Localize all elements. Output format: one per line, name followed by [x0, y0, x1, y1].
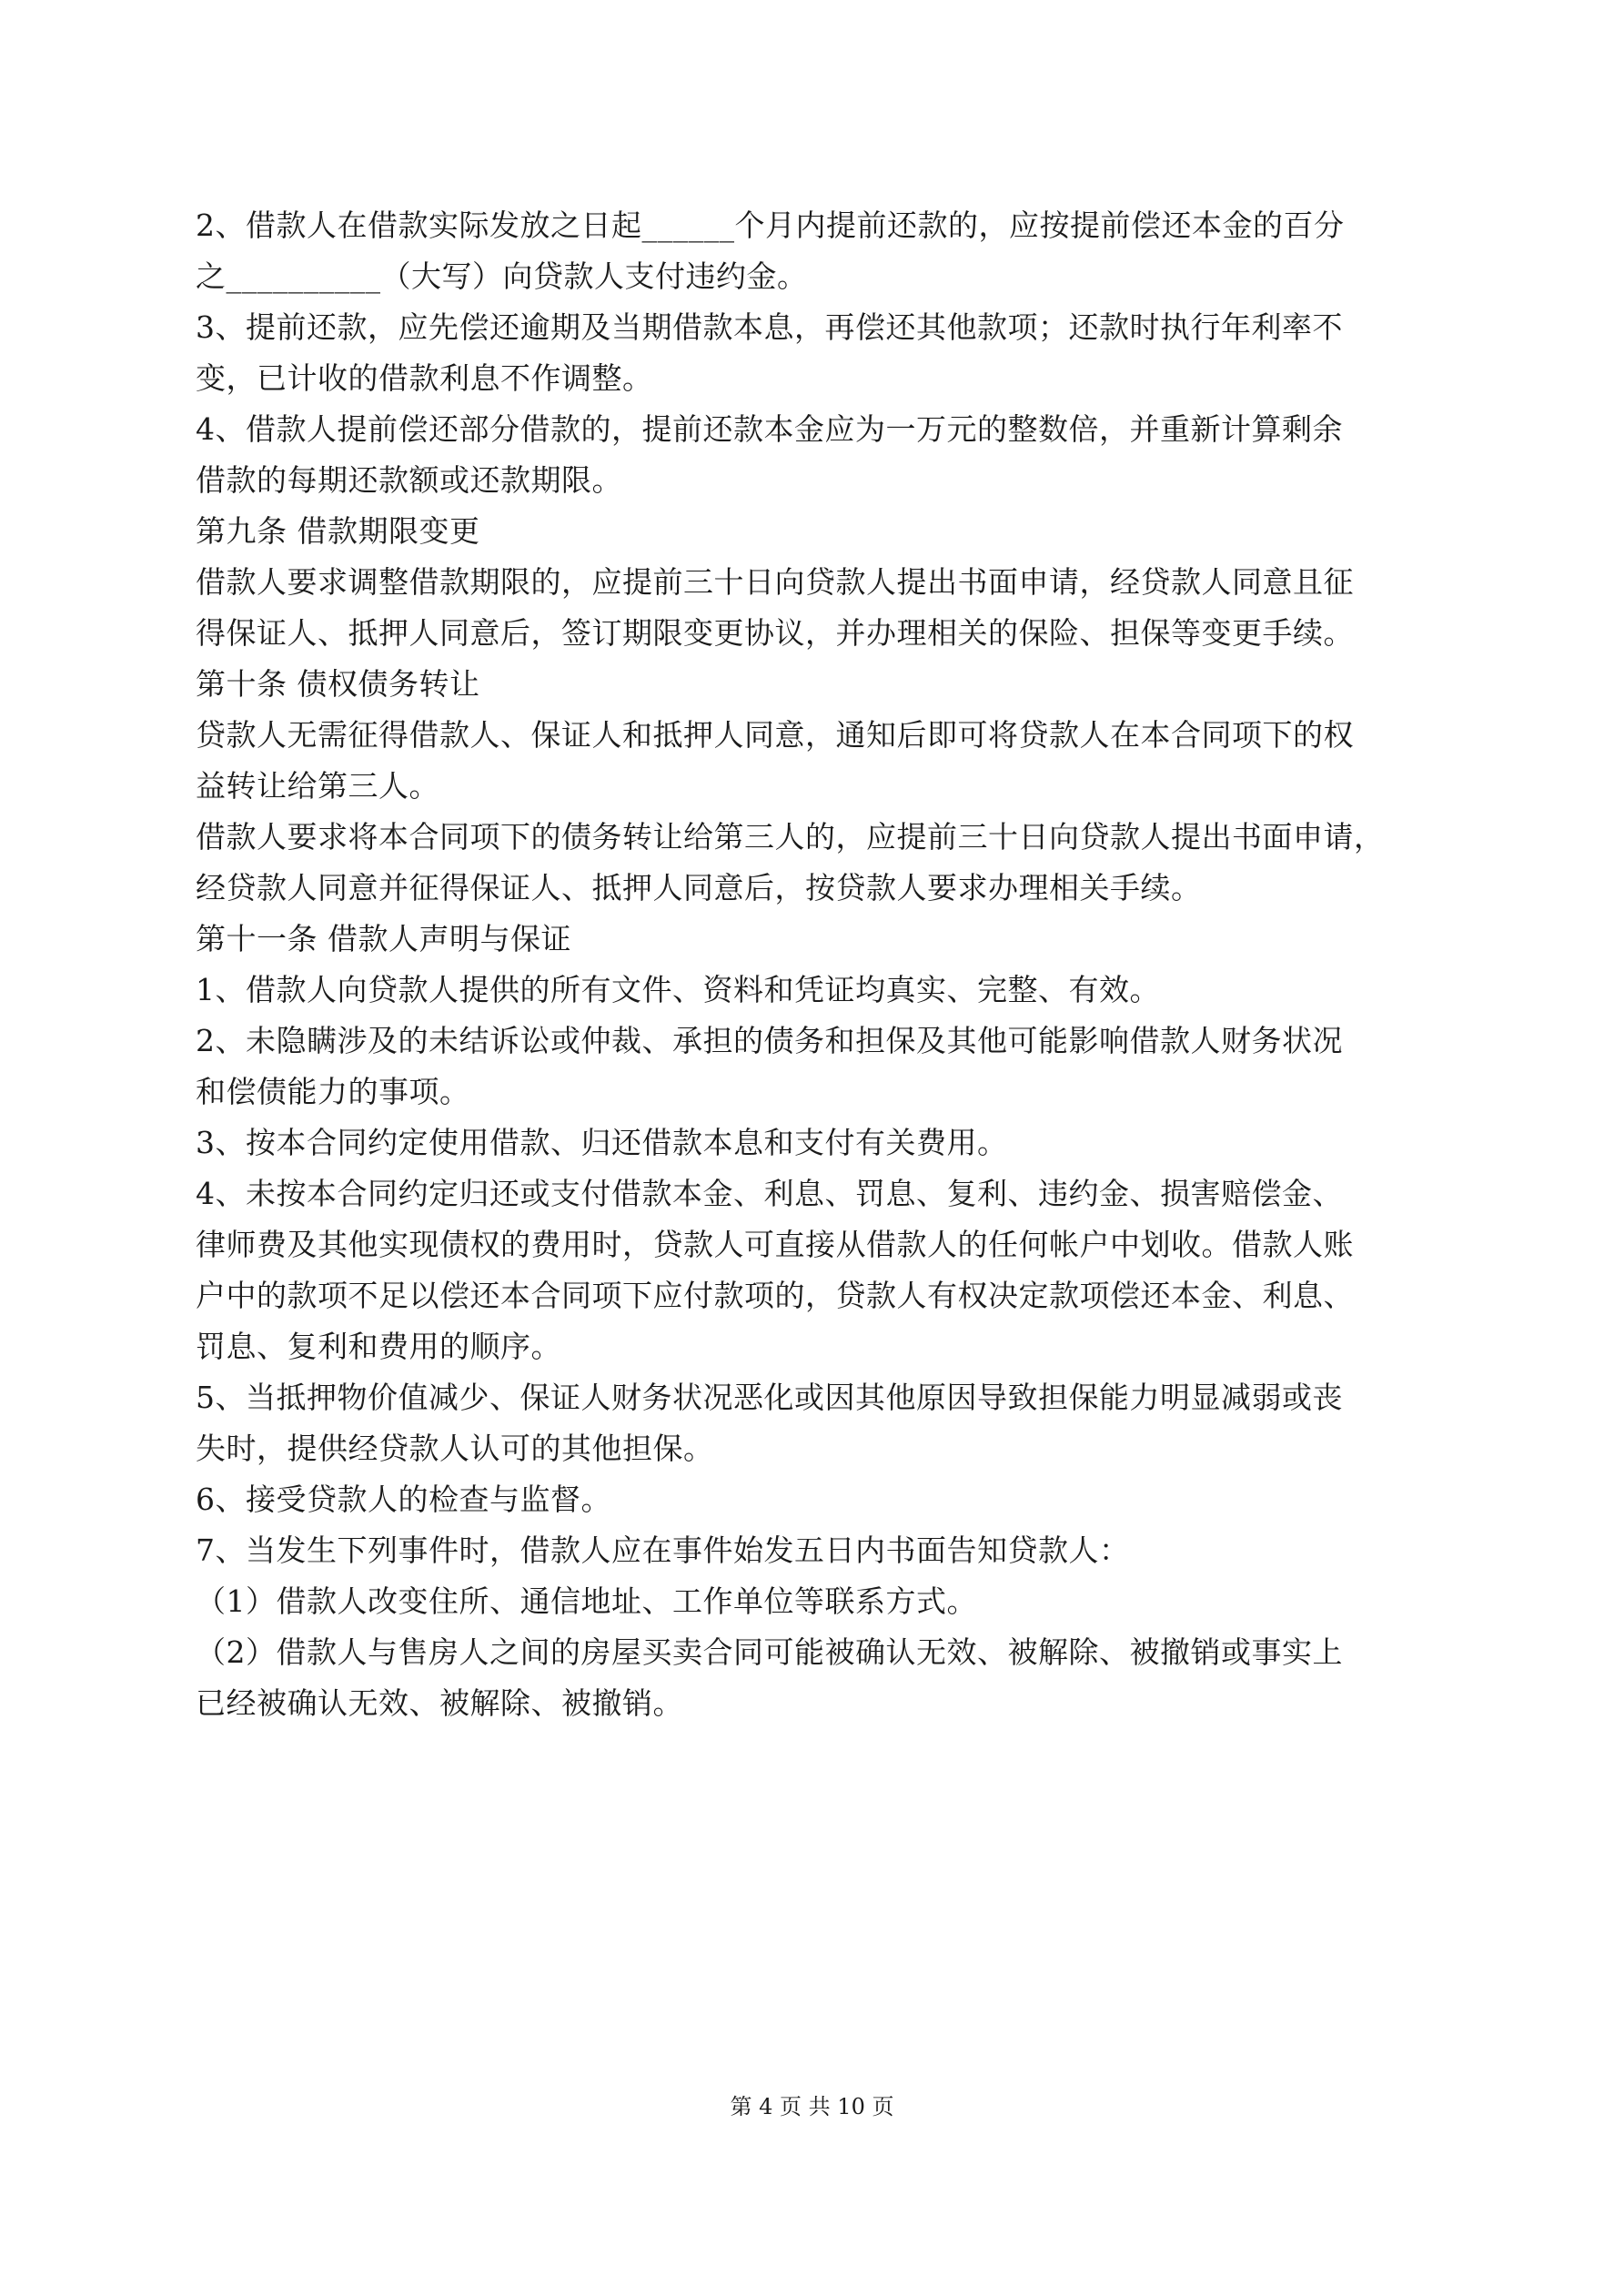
text-line: 4、未按本合同约定归还或支付借款本金、利息、罚息、复利、违约金、损害赔偿金、 [196, 1176, 1343, 1211]
text-line: 失时，提供经贷款人认可的其他担保。 [196, 1431, 714, 1466]
text-line: 经贷款人同意并征得保证人、抵押人同意后，按贷款人要求办理相关手续。 [196, 870, 1202, 905]
text-line: 2、未隐瞒涉及的未结诉讼或仲裁、承担的债务和担保及其他可能影响借款人财务状况 [196, 1023, 1343, 1058]
text-line: 之__________（大写）向贷款人支付违约金。 [196, 258, 808, 294]
text-line: 罚息、复利和费用的顺序。 [196, 1329, 561, 1364]
text-line: 贷款人无需征得借款人、保证人和抵押人同意，通知后即可将贷款人在本合同项下的权 [196, 717, 1354, 753]
text-line: 借款人要求调整借款期限的，应提前三十日向贷款人提出书面申请，经贷款人同意且征 [196, 564, 1354, 600]
text-line: （2）借款人与售房人之间的房屋买卖合同可能被确认无效、被解除、被撤销或事实上 [196, 1634, 1343, 1670]
text-line: 3、按本合同约定使用借款、归还借款本息和支付有关费用。 [196, 1125, 1008, 1160]
text-line: 律师费及其他实现债权的费用时，贷款人可直接从借款人的任何帐户中划收。借款人账 [196, 1227, 1354, 1262]
section-heading: 第九条 借款期限变更 [196, 513, 480, 549]
text-line: 7、当发生下列事件时，借款人应在事件始发五日内书面告知贷款人： [196, 1532, 1130, 1568]
text-line: 1、借款人向贷款人提供的所有文件、资料和凭证均真实、完整、有效。 [196, 972, 1160, 1007]
section-heading: 第十条 债权债务转让 [196, 666, 480, 702]
text-line: 借款人要求将本合同项下的债务转让给第三人的，应提前三十日向贷款人提出书面申请， [196, 819, 1385, 855]
text-line: 借款的每期还款额或还款期限。 [196, 462, 622, 498]
text-line: 益转让给第三人。 [196, 768, 439, 804]
text-line: 和偿债能力的事项。 [196, 1074, 470, 1109]
section-heading: 第十一条 借款人声明与保证 [196, 921, 571, 956]
document-body [196, 200, 1442, 1729]
text-line: 得保证人、抵押人同意后，签订期限变更协议，并办理相关的保险、担保等变更手续。 [196, 615, 1354, 651]
text-line: （1）借款人改变住所、通信地址、工作单位等联系方式。 [196, 1583, 977, 1619]
text-line: 已经被确认无效、被解除、被撤销。 [196, 1685, 683, 1721]
text-line: 6、接受贷款人的检查与监督。 [196, 1482, 611, 1517]
text-line: 3、提前还款，应先偿还逾期及当期借款本息，再偿还其他款项；还款时执行年利率不 [196, 309, 1343, 345]
page-number: 第 4 页 共 10 页 [730, 2094, 894, 2119]
text-line: 2、借款人在借款实际发放之日起______个月内提前还款的，应按提前偿还本金的百分 [196, 207, 1345, 243]
text-line: 户中的款项不足以偿还本合同项下应付款项的，贷款人有权决定款项偿还本金、利息、 [196, 1278, 1354, 1313]
text-line: 5、当抵押物价值减少、保证人财务状况恶化或因其他原因导致担保能力明显减弱或丧 [196, 1380, 1343, 1415]
text-line: 4、借款人提前偿还部分借款的，提前还款本金应为一万元的整数倍，并重新计算剩余 [196, 411, 1343, 447]
text-line: 变，已计收的借款利息不作调整。 [196, 360, 653, 396]
